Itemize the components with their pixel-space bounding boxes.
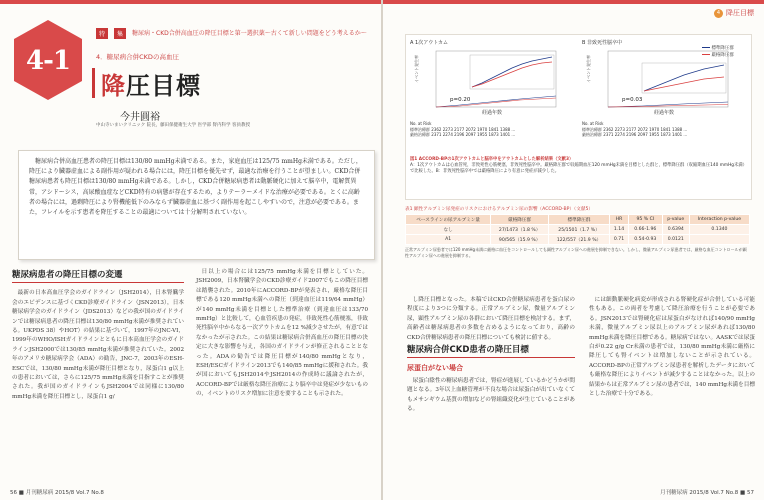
table-cell: 27/1473（1.8 %） [491,225,549,235]
section-heading: 糖尿病合併CKD患者の降圧目標 [407,346,575,358]
chapter-number: 4-1 [26,46,70,76]
panel-a-risk-table [410,121,515,138]
series-title: 糖尿病・CKD合併高血圧の降圧目標と第一選択薬〜古くて新しい問題をどう考えるか〜 [132,30,367,37]
table-cell: なし [406,225,491,235]
body-paragraph: し降圧目標となった。本稿ではCKD合併糖尿病患者を蛋白尿の程度により3つに分類する。正常アルブミン尿，微量アルブミン尿，顕性アルブミン尿の各群において降圧目標を検討する。まず，高齢者は糖尿病患者の多数を占めるようになっており，高齢のCKD合併糖尿病患者の降圧目標についても検討に値する。 [407,297,575,341]
right-page [383,0,764,500]
special-feature-badge: 特 [96,28,108,39]
data-table [405,214,750,245]
figure-panel-b [582,39,748,151]
table-cell [689,235,749,245]
figure-1 [405,34,752,200]
author-affiliation: 中山寺いまいクリニック 院長，藤田保健衛生大学 医学部 腎内科学 客員教授 [96,123,250,128]
figure-panel-a [410,39,576,151]
section-heading: 糖尿病患者の降圧目標の変遷 [12,271,184,283]
right-column-1 [407,296,575,414]
panel-b-title: B 非致死性脳卒中 [582,40,623,46]
legend-label-standard: 標準降圧群 [711,46,734,51]
risk-row-standard: 標準治療群 2362 2273 2177 2072 1970 1841 1388 ... [410,126,516,132]
table-header-cell: HR [610,215,629,225]
table-cell: 0.54-0.93 [628,235,662,245]
right-column-2 [589,296,755,399]
article-subhead: 4．糖尿病合併CKDの高血圧 [96,53,179,61]
section-number-icon: 4 [714,9,723,18]
page-footer-right: 月刊糖尿病 2015/8 Vol.7 No.8 ■ 57 [660,490,754,496]
figure-caption-title: 図1 ACCORD-BPの1次アウトカムと脳卒中をアウトカムとした解析結果（文献3） [410,157,574,162]
risk-row-standard: 標準治療群 2362 2273 2177 2072 1970 1841 1388 ... [582,126,688,132]
abstract-text: 糖尿病合併高血圧患者の降圧目標は130/80 mmHg未満である。また，家庭血圧は125/75 mmHg未満である。ただし，降圧により臓器虚血による副作用が疑われる場合には，降圧目標を優先せず，最適な治療を行うことが望ましい。CKD合併糖尿病患者も降圧目標は130/80 mmHg未満である。しかし，CKD合併糖尿病患者は動脈硬化に加えて脳卒中，電解質異常，アシドーシス，高尿酸血症などCKD特有の病態が存在するため，よりテーラーメイドな治療が必要である。とくに高齢者の場合には，過剰降圧により腎機能低下のみならず臓器虚血に基づく副作用を起こしやすいので，注意が必要である。また，フレイルを示す患者を降圧することの最適については十分解明されていない。 [29,158,362,217]
page-footer-left: 56 ■ 月刊糖尿病 2015/8 Vol.7 No.8 [10,490,104,496]
panel-a-xlabel: 経過年数 [482,110,503,116]
table-cell: A1 [406,235,491,245]
table-cell: 1.14 [610,225,629,235]
special-feature-badge-2: 集 [114,28,126,39]
author-name: 今井圓裕 [120,112,160,123]
table-caption: 表1 顕性アルブミン尿発症のリスクにおけるアルブミン尿の影響（ACCORD-BP）（文献5） [405,207,593,212]
table-cell: 0.66-1.96 [628,225,662,235]
left-column-1 [12,268,184,402]
table-row [406,225,750,235]
article-title [101,66,201,101]
article-title-rest: 圧目標 [126,71,201,100]
risk-row-intensive: 厳格治療群 2371 2274 2196 2097 1955 1873 1401 ... [410,132,516,137]
left-page [0,0,381,500]
table-row [406,235,750,245]
body-paragraph: には細動脈硬化病変が形成される腎硬化症が合併している可能性もある。この両者を考慮して降圧治療を行うことが必要である。JSN2013では腎硬化症は尿蛋白がなければ140/90 mmHg未満，微量アルブミン尿以上のアルブミン尿があれば130/80 mmHg未満を降圧目標である。糖尿病ではない。AASKでは尿蛋白が0.22 g/g Cr未満の患者では，130/80 mmHg未満に厳格に降圧しても腎イベントは増加しないことが示されている。ACCORD-BPの正常アルブミン尿患者を解析したデータにおいても厳格な降圧によりイベントが減少することはなかった。以上の結果からは正常アルブミン尿の患者では，140 mmHg未満を目標とした治療で十分である。 [589,297,755,398]
table-cell: 0.0121 [662,235,689,245]
top-accent-bar [0,0,381,4]
body-paragraph: 日以上の場合には125/75 mmHg未満を目標としていた。JSH2009，日本腎臓学会のCKD診療ガイド2007でもこの降圧目標は踏襲された。2010年にACCORD-BPが発表され，厳格な降圧目標である120 mmHg未満への降圧（到達血圧は119/64 mmHg）が140 mmHg未満を目標とした標準治療（到達血圧は133/70 mmHg）と比較して，心血管疾患の発症，非致死性心筋梗塞，非致死性脳卒中からなる一次アウトカムを12 %減少させたが，有意ではなかったが示された。この結果は糖尿病合併高血圧の降圧目標の決定に大きな影響を与え，各国のガイドラインが修正されることとなった。ADAの勧告では降圧目標が140/80 mmHgとなり，ESH/ESCガイドライン2013でも140/85 mmHgに緩和された。我が国においてもJSH2014やJSH2014の作成時に議論されたが，ACCORD-BPでは厳格な降圧治療により脳卒中は発症が少ないものの，イベントのリスク増加に注意を要することも示された。 [196,269,368,398]
figure-caption-body: A：1次アウトカムは心血管死，非致死性心筋梗塞，非致死性脳卒中。厳格降圧群で収縮期血圧120 mmHg未満を目標とした群と，標準降圧群（収縮期血圧140 mmHg未満）で比較した。B：非致死性脳卒中では厳格降圧により有意に発症が減少した。 [410,163,747,174]
table-cell: 0.1340 [689,225,749,235]
table-note: 正常アルブミン尿患者では120 mmHg未満に厳格に血圧をコントロールしても顕性アルブミン尿への進展を抑制できない。しかし，微量アルブミン尿患者では，厳格な血圧コントロールが顕性アルブミン尿への進展を抑制する。 [405,247,747,258]
table-header-cell: 95 % CI [628,215,662,225]
article-title-highlight: 降 [101,71,126,100]
top-accent-bar [383,0,764,4]
table-header-cell: p-value [662,215,689,225]
table-header-cell: 標準降圧群 [548,215,609,225]
table-cell: 25/1501（1.7 %） [548,225,609,235]
figure-caption [410,157,748,175]
risk-row-intensive: 厳格治療群 2371 2274 2196 2097 1955 1873 1401 ... [582,132,688,137]
table-cell: 0.6394 [662,225,689,235]
table-1 [405,206,750,286]
panel-b-risk-table [582,121,687,138]
left-column-2 [196,268,368,400]
body-paragraph: 尿蛋白陰性の糖尿病患者では，腎症が進展しているかどうかが問題となる。3年以上血糖管理が不良な場合は尿蛋白が出ていなくてもメサンギウム基質の増加などの腎組織変化が生じていることがある。 [407,377,575,413]
table-cell: 0.71 [610,235,629,245]
table-header-cell: Interaction p-value [689,215,749,225]
risk-label: No. at Risk [410,121,432,126]
title-accent-bar [92,68,95,98]
table-cell: 90/565（15.9 %） [491,235,549,245]
table-cell: 122/557（21.9 %） [548,235,609,245]
abstract-box [18,150,375,260]
risk-label: No. at Risk [582,121,604,126]
table-header-cell: 厳格降圧群 [491,215,549,225]
body-paragraph: 最新の日本高血圧学会のガイドライン（JSH2014），日本腎臓学会のエビデンスに基づくCKD診療ガイドライン（JSN2013），日本糖尿病学会のガイドライン（JDS2013）などの我が国のガイドラインでは糖尿病患者の降圧目標は130/80 mmHg未満が推奨されている。UKPDS 38）やHOT）の結果に基づいて，1997年のJNC-VI，1999年のWHO/ISHガイドラインとともに日本高血圧学会のガイドラインJSH2000では130/85 mmHg未満が推奨されていた。2002年のアメリカ糖尿病学会（ADA）の勧告，JNC-7，2003年のESH-ESCでは，130/80 mmHg未満が降圧目標となり，尿蛋白1 g以上の患者においては，さらに125/75 mmHg未満を目指すことが推奨された。我が国のガイドラインもJSH2004では同様に130/80 mmHg未満を降圧目標とし，尿蛋白1 g/ [12,290,184,400]
svg-text:イベント発生率: イベント発生率 [586,55,591,83]
svg-text:イベント発生率: イベント発生率 [414,55,419,83]
legend-label-intensive: 厳格降圧群 [711,53,734,58]
section-tag-label: 降圧目標 [726,9,754,17]
subsection-heading: 尿蛋白がない場合 [407,364,463,373]
table-header-cell: ベースラインの尿アルブミン量 [406,215,491,225]
panel-b-p-value: p=0.03 [622,97,643,103]
panel-b-xlabel: 経過年数 [654,110,675,116]
section-tag [714,8,754,18]
panel-a-title: A 1次アウトカム [410,40,449,46]
table-header-row [406,215,750,225]
panel-a-p-value: p=0.20 [450,97,471,103]
